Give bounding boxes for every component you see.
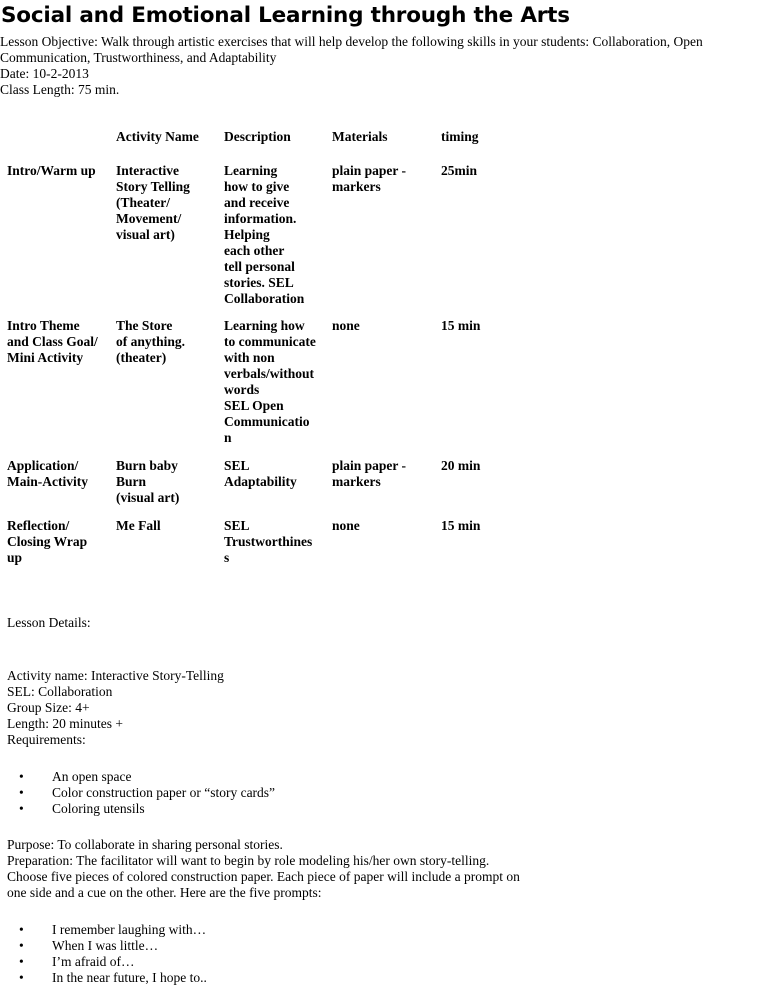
activity-name: Activity name: Interactive Story-Telling bbox=[7, 668, 224, 683]
table-row-materials: plain paper - markers bbox=[332, 163, 407, 194]
bullet-icon: • bbox=[19, 922, 24, 937]
table-row-phase: Intro/Warm up bbox=[7, 163, 96, 178]
list-item: • Color construction paper or “story cards” bbox=[19, 785, 276, 800]
column-header-materials: Materials bbox=[332, 129, 388, 144]
activity-group-size: Group Size: 4+ bbox=[7, 700, 90, 715]
table-row-phase: Application/ Main-Activity bbox=[7, 458, 88, 489]
column-header-description: Description bbox=[224, 129, 291, 144]
lesson-objective: Lesson Objective: Walk through artistic exercises that will help develop the following skills in your students: Collaboration, Open Communication, Trustworthiness, and Adaptability bbox=[0, 34, 703, 65]
table-row-materials: plain paper - markers bbox=[332, 458, 407, 489]
table-row-description: Learning how to give and receive information. Helping each other tell personal stories. SEL Collaboration bbox=[224, 163, 305, 306]
table-row-description: Learning how to communicate with non verbals/without words SEL Open Communicatio n bbox=[224, 318, 316, 445]
table-row-activity: Burn baby Burn (visual art) bbox=[116, 458, 180, 505]
activity-length: Length: 20 minutes + bbox=[7, 716, 123, 731]
list-item: • I’m afraid of… bbox=[19, 954, 135, 969]
activity-preparation: Preparation: The facilitator will want to begin by role modeling his/her own story-telling. bbox=[7, 853, 490, 868]
activity-preparation: Choose five pieces of colored construction paper. Each piece of paper will include a prompt on bbox=[7, 869, 520, 884]
lesson-date: Date: 10-2-2013 bbox=[0, 66, 89, 81]
activity-sel: SEL: Collaboration bbox=[7, 684, 113, 699]
bullet-icon: • bbox=[19, 769, 24, 784]
table-row-materials: none bbox=[332, 318, 360, 333]
list-item: • An open space bbox=[19, 769, 132, 784]
table-row-activity: Interactive Story Telling (Theater/ Movement/ visual art) bbox=[116, 163, 190, 242]
column-header-timing: timing bbox=[441, 129, 479, 144]
prompts-list bbox=[7, 922, 207, 986]
requirements-label: Requirements: bbox=[7, 732, 86, 747]
bullet-icon: • bbox=[19, 801, 24, 816]
lesson-meta bbox=[0, 34, 766, 98]
table-row-description: SEL Trustworthines s bbox=[224, 518, 313, 565]
table-row-timing: 20 min bbox=[441, 458, 481, 473]
activity-preparation: one side and a cue on the other. Here are the five prompts: bbox=[7, 885, 322, 900]
table-row-materials: none bbox=[332, 518, 360, 533]
table-row-activity: The Store of anything. (theater) bbox=[116, 318, 186, 365]
activity-purpose: Purpose: To collaborate in sharing personal stories. bbox=[7, 837, 283, 852]
class-length: Class Length: 75 min. bbox=[0, 82, 120, 97]
bullet-icon: • bbox=[19, 954, 24, 969]
activity-details bbox=[7, 668, 224, 748]
requirements-list bbox=[7, 769, 275, 817]
lesson-details-heading: Lesson Details: bbox=[7, 615, 91, 630]
table-row-timing: 15 min bbox=[441, 318, 481, 333]
bullet-icon: • bbox=[19, 938, 24, 953]
table-row-phase: Intro Theme and Class Goal/ Mini Activity bbox=[7, 318, 98, 365]
table-row-timing: 25min bbox=[441, 163, 478, 178]
list-item: • Coloring utensils bbox=[19, 801, 145, 816]
list-item: • In the near future, I hope to.. bbox=[19, 970, 207, 985]
bullet-icon: • bbox=[19, 785, 24, 800]
page-title: Social and Emotional Learning through the Arts bbox=[1, 3, 570, 28]
table-row-description: SEL Adaptability bbox=[224, 458, 297, 489]
table-row-phase: Reflection/ Closing Wrap up bbox=[7, 518, 88, 565]
column-header-activity: Activity Name bbox=[116, 129, 199, 144]
table-row-timing: 15 min bbox=[441, 518, 481, 533]
list-item: • When I was little… bbox=[19, 938, 159, 953]
bullet-icon: • bbox=[19, 970, 24, 985]
list-item: • I remember laughing with… bbox=[19, 922, 207, 937]
activity-purpose-block bbox=[7, 837, 520, 901]
table-row-activity: Me Fall bbox=[116, 518, 161, 533]
